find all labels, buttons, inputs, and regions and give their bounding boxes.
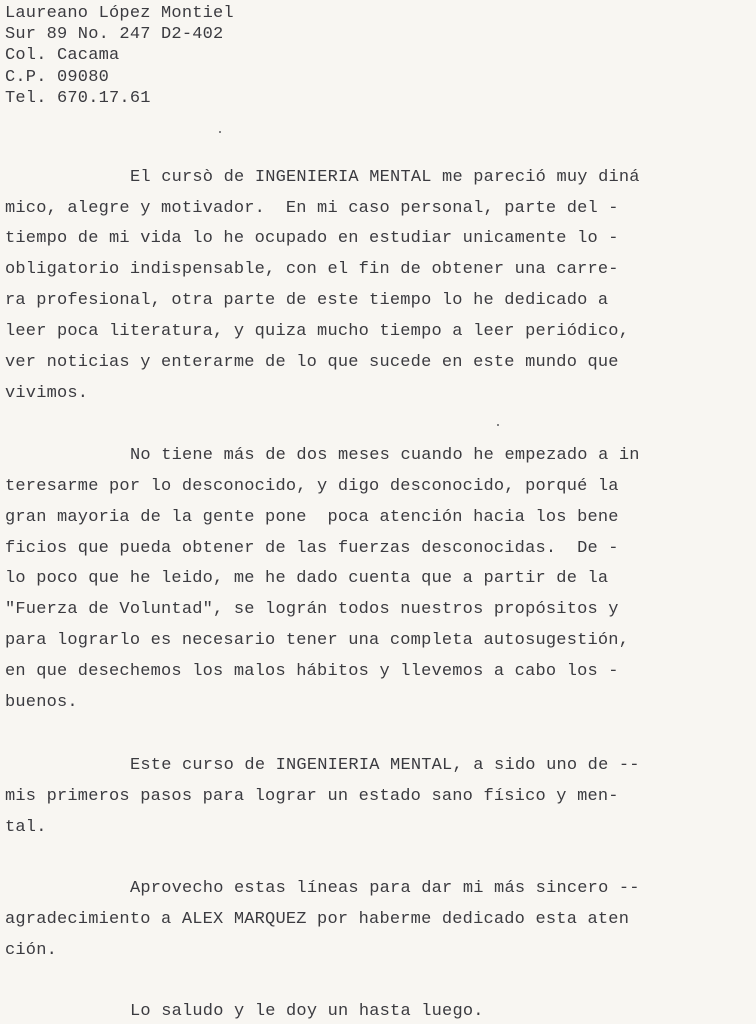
paragraph-1-line-2: mico, alegre y motivador. En mi caso personal, parte del - xyxy=(5,199,619,218)
paragraph-1-line-8: vivimos. xyxy=(5,384,89,403)
paragraph-1-line-6: leer poca literatura, y quiza mucho tiempo a leer periódico, xyxy=(5,322,630,341)
paragraph-1-line-4: obligatorio indispensable, con el fin de obtener una carre- xyxy=(5,260,619,279)
paragraph-2-line-6: "Fuerza de Voluntad", se lográn todos nuestros propósitos y xyxy=(5,600,619,619)
paper-speck xyxy=(219,131,221,133)
sender-colonia: Col. Cacama xyxy=(5,46,120,65)
paragraph-2-line-5: lo poco que he leido, me he dado cuenta que a partir de la xyxy=(5,569,609,588)
paragraph-2-line-4: ficios que pueda obtener de las fuerzas desconocidas. De - xyxy=(5,539,619,558)
sender-street: Sur 89 No. 247 D2-402 xyxy=(5,25,224,44)
paragraph-1-line-1: El cursò de INGENIERIA MENTAL me pareció muy diná xyxy=(130,168,640,187)
paragraph-3-line-3: tal. xyxy=(5,818,47,837)
paragraph-4-line-3: ción. xyxy=(5,941,58,960)
paragraph-2-line-7: para lograrlo es necesario tener una completa autosugestión, xyxy=(5,631,630,650)
paragraph-1-line-5: ra profesional, otra parte de este tiempo lo he dedicado a xyxy=(5,291,609,310)
paragraph-1-line-3: tiempo de mi vida lo he ocupado en estudiar unicamente lo - xyxy=(5,229,619,248)
sender-postal-code: C.P. 09080 xyxy=(5,68,110,87)
closing-line: Lo saludo y le doy un hasta luego. xyxy=(130,1002,484,1021)
paragraph-2-line-8: en que desechemos los malos hábitos y llevemos a cabo los - xyxy=(5,662,619,681)
paragraph-2-line-3: gran mayoria de la gente pone poca atención hacia los bene xyxy=(5,508,619,527)
paragraph-4-line-1: Aprovecho estas líneas para dar mi más sincero -- xyxy=(130,879,640,898)
paragraph-2-line-2: teresarme por lo desconocido, y digo desconocido, porqué la xyxy=(5,477,619,496)
paragraph-2-line-9: buenos. xyxy=(5,693,78,712)
paper-speck xyxy=(497,424,499,426)
paragraph-4-line-2: agradecimiento a ALEX MARQUEZ por haberme dedicado esta aten xyxy=(5,910,630,929)
sender-phone: Tel. 670.17.61 xyxy=(5,89,151,108)
paragraph-3-line-2: mis primeros pasos para lograr un estado sano físico y men- xyxy=(5,787,619,806)
paragraph-2-line-1: No tiene más de dos meses cuando he empezado a in xyxy=(130,446,640,465)
sender-name: Laureano López Montiel xyxy=(5,4,234,23)
paragraph-3-line-1: Este curso de INGENIERIA MENTAL, a sido uno de -- xyxy=(130,756,640,775)
paragraph-1-line-7: ver noticias y enterarme de lo que sucede en este mundo que xyxy=(5,353,619,372)
